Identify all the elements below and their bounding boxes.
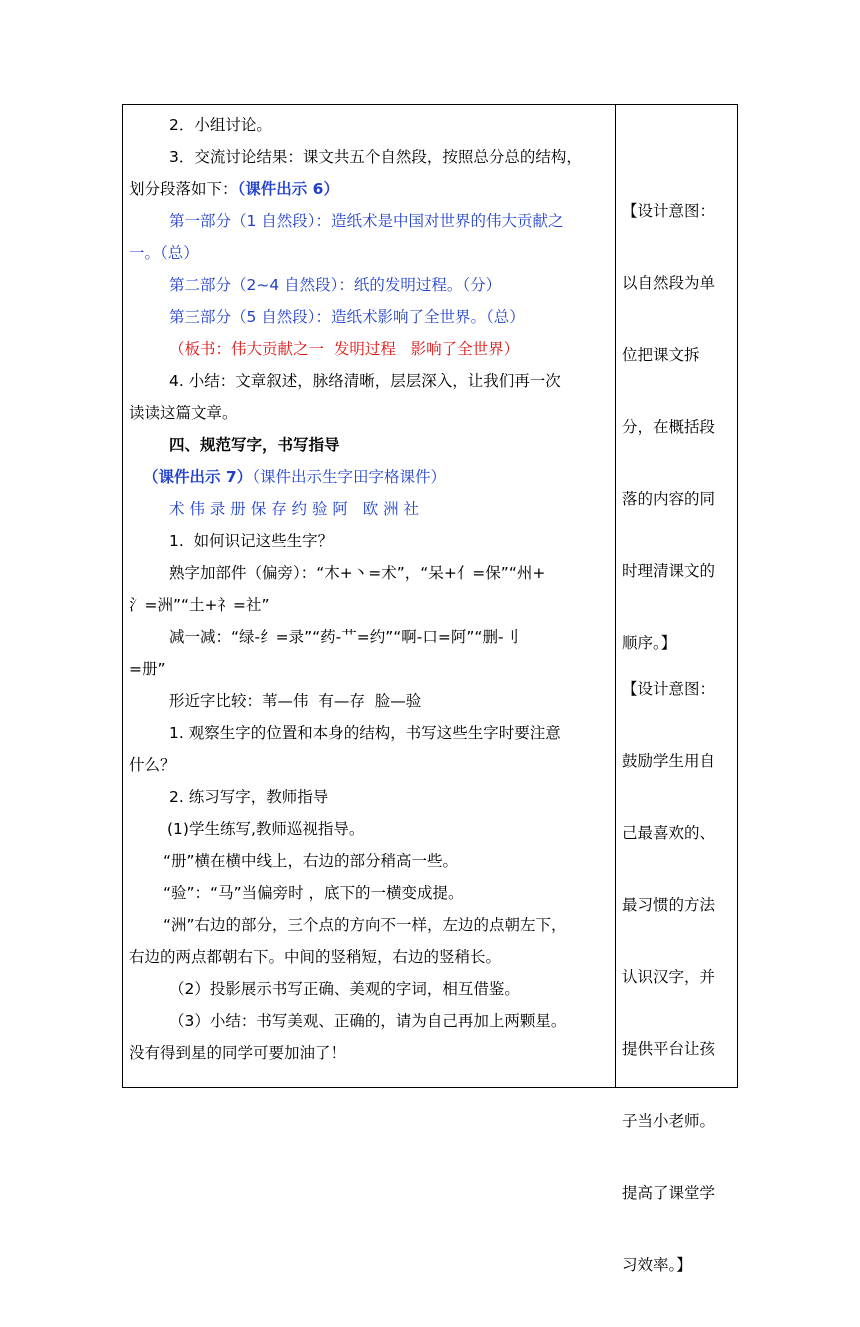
lesson-table — [122, 104, 738, 1274]
design-intent-note-2 — [622, 639, 734, 1327]
text-line: 1. 观察生字的位置和本身的结构，书写这些生字时要注意 — [169, 724, 561, 742]
text-line: 形近字比较：苇—伟 有—存 脸—验 — [169, 692, 422, 710]
text-line: 2. 练习写字，教师指导 — [169, 788, 329, 806]
section-part-one-cont: 一。（总） — [129, 244, 199, 262]
column-divider — [615, 105, 616, 1087]
note-line: 落的内容的同 — [622, 490, 716, 508]
text-line: 氵=洲”“土+礻=社” — [129, 596, 270, 614]
note-line: 提高了课堂学 — [622, 1184, 716, 1202]
text-line: 读读这篇文章。 — [129, 404, 238, 422]
text-line: （3）小结：书写美观、正确的，请为自己再加上两颗星。 — [169, 1012, 567, 1030]
text-line: （2）投影展示书写正确、美观的字词，相互借鉴。 — [169, 980, 520, 998]
note-line: 己最喜欢的、 — [622, 824, 716, 842]
design-intent-note-1 — [622, 161, 734, 705]
text-line: 什么？ — [129, 756, 176, 774]
text-line: 减一减：“绿-纟=录”“药-艹=约”“啊-口=阿”“删-刂 — [169, 628, 520, 646]
text-line: 右边的两点都朝右下。中间的竖稍短，右边的竖稍长。 — [129, 948, 502, 966]
blackboard-note: （板书：伟大贡献之一 发明过程 影响了全世界） — [169, 340, 520, 358]
note-line: 子当小老师。 — [622, 1112, 716, 1130]
note-line: 习效率。】 — [622, 1256, 692, 1274]
note-line: 最习惯的方法 — [622, 896, 716, 914]
text-line: 1. 如何识记这些生字？ — [169, 532, 334, 550]
text-line: (1)学生练写,教师巡视指导。 — [167, 820, 365, 838]
note-line: 时理清课文的 — [622, 562, 716, 580]
new-characters: 术 伟 录 册 保 存 约 验 阿 欧 洲 社 — [169, 500, 420, 518]
text-line: 2．小组讨论。 — [169, 116, 272, 134]
text-line: 4. 小结：文章叙述，脉络清晰，层层深入，让我们再一次 — [169, 372, 561, 390]
note-line: 【设计意图： — [622, 202, 716, 220]
text-line: =册” — [129, 660, 166, 678]
note-line: 顺序。】 — [622, 634, 677, 652]
courseware-note: （课件出示生字田字格课件） — [252, 468, 446, 486]
section-part-one: 第一部分（1 自然段）：造纸术是中国对世界的伟大贡献之 — [169, 212, 564, 230]
courseware-cue: （课件出示 7） — [143, 468, 253, 486]
text-line: “验”：“马”当偏旁时 ，底下的一横变成提。 — [163, 884, 464, 902]
text-line: “册”横在横中线上，右边的部分稍高一些。 — [163, 852, 459, 870]
note-line: 分，在概括段 — [622, 418, 716, 436]
section-heading: 四、规范写字，书写指导 — [169, 436, 340, 454]
note-line: 以自然段为单 — [622, 274, 716, 292]
text-line-content: 划分段落如下： — [129, 180, 238, 198]
text-line: “洲”右边的部分，三个点的方向不一样，左边的点朝左下， — [163, 916, 567, 934]
note-line: 【设计意图： — [622, 680, 716, 698]
text-line-content: 3．交流讨论结果：课文共五个自然段，按照总分总的结构， — [169, 148, 582, 166]
text-line: 熟字加部件（偏旁）：“木+丶=术”，“呆+亻=保”“州+ — [169, 564, 546, 582]
section-part-three: 第三部分（5 自然段）：造纸术影响了全世界。（总） — [169, 308, 525, 326]
text-line: 没有得到星的同学可要加油了！ — [129, 1044, 347, 1062]
text-line — [129, 179, 339, 199]
note-line: 位把课文拆 — [622, 346, 700, 364]
section-part-two: 第二部分（2~4 自然段）：纸的发明过程。（分） — [169, 276, 502, 294]
courseware-cue: （课件出示 6） — [237, 180, 339, 198]
note-line: 认识汉字，并 — [622, 968, 716, 986]
note-line: 提供平台让孩 — [622, 1040, 716, 1058]
note-line: 鼓励学生用自 — [622, 752, 716, 770]
text-line — [169, 147, 609, 167]
courseware-line — [143, 467, 446, 487]
